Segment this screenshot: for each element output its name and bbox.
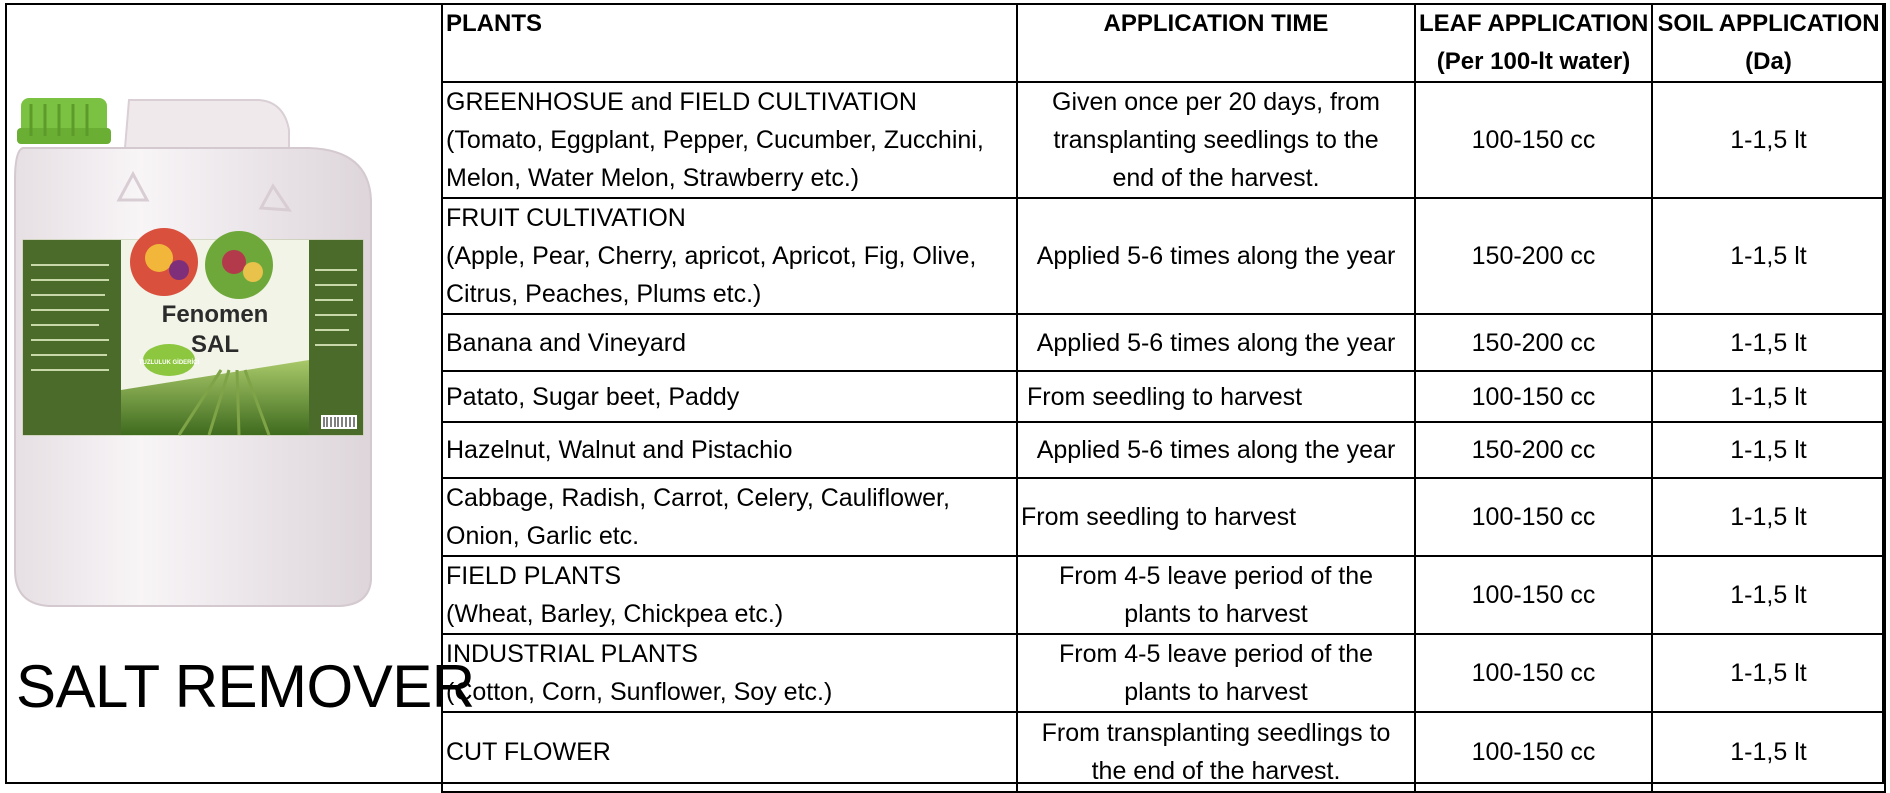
time-cell [1017,314,1415,371]
plant-cell [442,198,1017,314]
label-product-name: SAL [191,331,239,358]
table-row [442,556,1885,634]
leaf-dose-cell: 100-150 cc [1415,634,1652,712]
leaf-dose-cell: 150-200 cc [1415,422,1652,478]
soil-dose-cell: 1-1,5 lt [1652,314,1885,371]
product-container-image [9,90,439,610]
product-label [23,228,363,435]
plant-line: (Apple, Pear, Cherry, apricot, Apricot, Fig, Olive, [446,242,977,270]
header-soil-line1: SOIL APPLICATION [1657,10,1880,37]
header-soil-line2: (Da) [1745,48,1792,75]
plant-line: Cabbage, Radish, Carrot, Celery, Cauliflower, [446,484,950,512]
soil-dose-cell: 1-1,5 lt [1652,478,1885,556]
plant-line: Hazelnut, Walnut and Pistachio [446,436,793,464]
plant-cell [442,478,1017,556]
time-line: the end of the harvest. [1091,757,1341,785]
time-line: Given once per 20 days, from [1052,88,1380,116]
plant-line: (Tomato, Eggplant, Pepper, Cucumber, Zucchini, [446,126,984,154]
time-cell [1017,422,1415,478]
plant-line: Patato, Sugar beet, Paddy [446,382,740,411]
plant-line: GREENHOSUE and FIELD CULTIVATION [446,88,917,116]
soil-dose-cell: 1-1,5 lt [1652,556,1885,634]
plant-cell [442,82,1017,198]
time-line: From seedling to harvest [1027,382,1303,411]
plant-cell [442,422,1017,478]
plant-cell [442,371,1017,422]
label-brand: Fenomen [161,301,269,328]
plant-line: Melon, Water Melon, Strawberry etc.) [446,164,860,192]
time-line: Applied 5-6 times along the year [1036,242,1396,270]
leaf-dose-cell: 100-150 cc [1415,371,1652,422]
table-row [442,634,1885,712]
plant-line: Banana and Vineyard [446,328,687,357]
leaf-dose-cell: 150-200 cc [1415,198,1652,314]
time-line: From 4-5 leave period of the [1058,562,1374,590]
table-row [442,314,1885,371]
application-table [441,3,1886,793]
table-row [442,712,1885,792]
leaf-dose-cell: 100-150 cc [1415,82,1652,198]
soil-dose-cell: 1-1,5 lt [1652,634,1885,712]
soil-dose-cell: 1-1,5 lt [1652,371,1885,422]
header-leaf-line1: LEAF APPLICATION [1419,10,1649,37]
time-cell [1017,712,1415,792]
plant-line: Onion, Garlic etc. [446,522,640,550]
time-cell [1017,198,1415,314]
time-line: plants to harvest [1124,600,1308,628]
time-line: end of the harvest. [1112,164,1320,192]
plant-line: (Cotton, Corn, Sunflower, Soy etc.) [446,678,833,706]
time-line: transplanting seedlings to the [1053,126,1379,154]
soil-dose-cell: 1-1,5 lt [1652,82,1885,198]
time-cell [1017,82,1415,198]
table-row [442,371,1885,422]
table-row [442,478,1885,556]
time-cell [1017,556,1415,634]
header-leaf-application [1415,4,1652,82]
time-line: Applied 5-6 times along the year [1036,436,1396,464]
leaf-dose-cell: 100-150 cc [1415,478,1652,556]
plant-cell [442,556,1017,634]
table-row [442,198,1885,314]
header-application-time: APPLICATION TIME [1017,4,1415,82]
plant-cell [442,712,1017,792]
time-line: Applied 5-6 times along the year [1036,328,1396,357]
time-cell [1017,371,1415,422]
soil-dose-cell: 1-1,5 lt [1652,422,1885,478]
plant-line: Citrus, Peaches, Plums etc.) [446,280,762,308]
leaf-dose-cell: 100-150 cc [1415,712,1652,792]
product-caption: SALT REMOVER [16,653,475,720]
leaf-dose-cell: 100-150 cc [1415,556,1652,634]
leaf-dose-cell: 150-200 cc [1415,314,1652,371]
plant-line: INDUSTRIAL PLANTS [446,640,698,668]
plant-line: FIELD PLANTS [446,562,622,590]
time-line: From 4-5 leave period of the [1058,640,1374,668]
header-leaf-line2: (Per 100-lt water) [1436,48,1631,75]
soil-dose-cell: 1-1,5 lt [1652,712,1885,792]
table-row [442,422,1885,478]
cap-shape [17,98,111,144]
time-cell [1017,478,1415,556]
table-row [442,82,1885,198]
plant-cell [442,314,1017,371]
table-header-row [442,4,1885,82]
plant-line: CUT FLOWER [446,738,611,766]
header-soil-application [1652,4,1885,82]
header-plants: PLANTS [442,4,1017,82]
plant-line: FRUIT CULTIVATION [446,204,686,232]
plant-line: (Wheat, Barley, Chickpea etc.) [446,600,784,628]
label-tag: TUZLULUK GİDERİCİ [138,360,200,366]
time-line: From transplanting seedlings to [1041,719,1391,747]
time-cell [1017,634,1415,712]
time-line: plants to harvest [1124,678,1308,706]
product-panel [7,5,475,782]
soil-dose-cell: 1-1,5 lt [1652,198,1885,314]
time-line: From seedling to harvest [1021,503,1297,531]
plant-cell [442,634,1017,712]
